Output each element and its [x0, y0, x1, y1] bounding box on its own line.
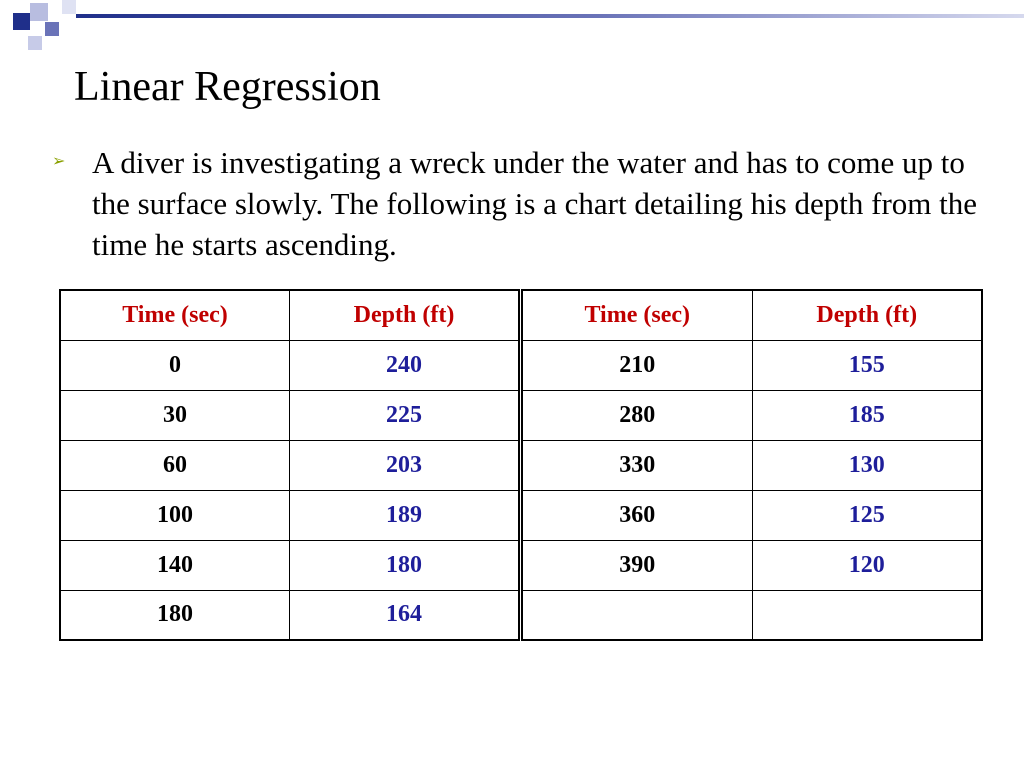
table-row: [522, 590, 982, 640]
time-cell: 100: [60, 490, 290, 540]
depth-cell: 125: [752, 490, 982, 540]
data-table-left: [59, 289, 520, 641]
table-row: [60, 340, 519, 390]
column-header-time: Time (sec): [522, 290, 752, 340]
time-cell: 140: [60, 540, 290, 590]
table-row: [60, 590, 519, 640]
time-cell: [522, 590, 752, 640]
decor-square: [45, 22, 59, 36]
depth-cell: 180: [290, 540, 520, 590]
time-cell: 280: [522, 390, 752, 440]
table-row: [522, 340, 982, 390]
table-row: [522, 490, 982, 540]
time-cell: 360: [522, 490, 752, 540]
table-row: [60, 390, 519, 440]
table-row: [522, 390, 982, 440]
time-cell: 330: [522, 440, 752, 490]
time-cell: 210: [522, 340, 752, 390]
depth-cell: 164: [290, 590, 520, 640]
column-header-depth: Depth (ft): [752, 290, 982, 340]
header-bar: [76, 14, 1024, 18]
table-row: [60, 490, 519, 540]
table-header-row: [522, 290, 982, 340]
decor-square: [30, 3, 48, 21]
time-cell: 390: [522, 540, 752, 590]
decor-square: [13, 13, 30, 30]
arrow-bullet-icon: ➢: [52, 151, 66, 170]
table-row: [60, 540, 519, 590]
table-row: [522, 440, 982, 490]
depth-cell: 189: [290, 490, 520, 540]
table-row: [522, 540, 982, 590]
depth-cell: 225: [290, 390, 520, 440]
column-header-depth: Depth (ft): [290, 290, 520, 340]
data-table-right: [521, 289, 983, 641]
time-cell: 0: [60, 340, 290, 390]
slide-title: Linear Regression: [74, 64, 381, 110]
time-cell: 60: [60, 440, 290, 490]
depth-cell: [752, 590, 982, 640]
column-header-time: Time (sec): [60, 290, 290, 340]
depth-cell: 130: [752, 440, 982, 490]
depth-cell: 203: [290, 440, 520, 490]
bullet-text: A diver is investigating a wreck under the water and has to come up to the surface slowly. The following is a chart detailing his depth from the time he starts ascending.: [92, 145, 977, 262]
depth-cell: 240: [290, 340, 520, 390]
table-header-row: [60, 290, 519, 340]
depth-cell: 120: [752, 540, 982, 590]
time-cell: 30: [60, 390, 290, 440]
decor-square: [62, 0, 76, 14]
time-cell: 180: [60, 590, 290, 640]
depth-cell: 185: [752, 390, 982, 440]
table-row: [60, 440, 519, 490]
depth-cell: 155: [752, 340, 982, 390]
decor-square: [28, 36, 42, 50]
